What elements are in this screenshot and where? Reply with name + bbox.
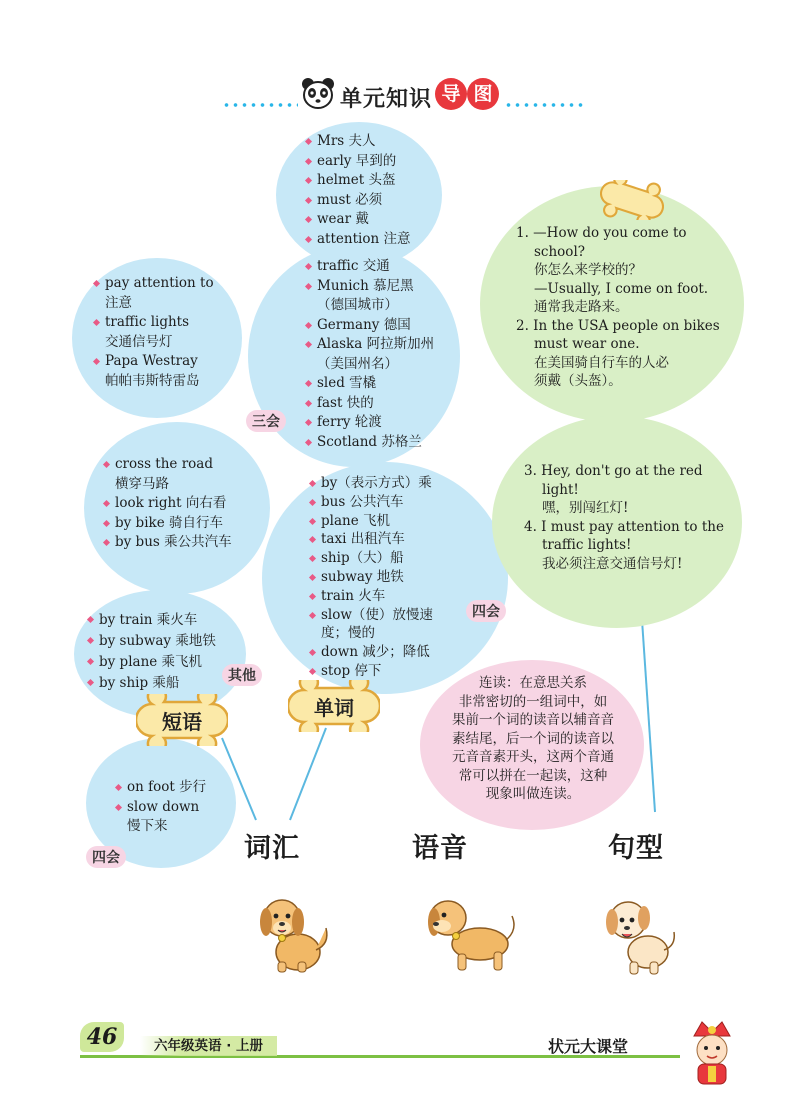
title-badge-dao: 导: [435, 78, 467, 110]
list-item: train 火车: [310, 587, 433, 606]
list-item: （美国州名）: [317, 355, 398, 372]
list-item: attention 注意: [306, 230, 410, 250]
sentence-line: 你怎么来学校的？: [534, 262, 642, 278]
sentence-line: 2. In the USA people on bikes: [516, 317, 720, 334]
list-item: 交通信号灯: [105, 333, 173, 350]
sentence-line: school?: [534, 243, 585, 260]
tag-sanhui: 三会: [246, 410, 286, 432]
dog-icon-middle: [422, 890, 522, 974]
category-vocab: 词汇: [244, 833, 300, 864]
mascot-icon: [684, 1018, 740, 1088]
list-item: ship（大）船: [310, 549, 433, 568]
list-item: plane 飞机: [310, 512, 433, 531]
sentence-line: 通常我走路来。: [534, 299, 629, 315]
vocab-other-list: [88, 610, 216, 694]
sentence-line: traffic lights!: [542, 537, 632, 553]
list-item: 慢下来: [127, 818, 168, 834]
list-item: bus 公共汽车: [310, 493, 433, 512]
list-item: Mrs 夫人: [306, 132, 410, 152]
sentence-line: must wear one.: [534, 336, 640, 352]
list-item: helmet 头盔: [306, 171, 410, 191]
list-item: on foot 步行: [116, 778, 206, 798]
list-item: sled 雪橇: [306, 374, 434, 394]
tag-phrase-sihui: 四会: [86, 846, 126, 868]
phonics-line: 素结尾，后一个词的读音以: [452, 730, 614, 747]
list-item: by（表示方式）乘: [310, 474, 433, 493]
phonics-line: 连读：在意思关系: [479, 675, 587, 691]
sentence-line: 4. I must pay attention to the: [524, 518, 724, 535]
list-item: by plane 乘飞机: [88, 652, 216, 673]
list-item: down 减少；降低: [310, 643, 433, 662]
sentence-line: 3. Hey, don't go at the red: [524, 463, 703, 479]
list-item: traffic lights: [94, 313, 214, 333]
page-number: 46: [80, 1022, 124, 1052]
phonics-line: 非常密切的一组词中，如: [458, 693, 608, 710]
title-badge-tu: 图: [467, 78, 499, 110]
sentence-group-2: [524, 462, 724, 573]
tag-sihui: 四会: [466, 600, 506, 622]
list-item: cross the road: [104, 455, 232, 475]
vocab-top-list: [306, 132, 410, 249]
tag-other: 其他: [222, 664, 262, 686]
list-item: 横穿马路: [115, 475, 169, 492]
vocab-left-mid-list: [104, 455, 232, 553]
list-item: 度；慢的: [321, 625, 375, 642]
dog-icon-right: [600, 892, 682, 976]
book-title: 六年级英语 · 上册: [140, 1036, 277, 1056]
vocab-phrase-list: [116, 778, 206, 837]
list-item: by subway 乘地铁: [88, 631, 216, 652]
list-item: slow down: [116, 798, 206, 818]
list-item: 帕帕韦斯特雷岛: [105, 372, 200, 389]
phonics-line: 果前一个词的读音以辅音音: [452, 712, 614, 728]
phonics-line: 常可以拼在一起读，这种: [458, 767, 608, 784]
sentence-line: —Usually, I come on foot.: [534, 280, 709, 297]
sentence-line: 1. —How do you come to: [516, 225, 687, 241]
list-item: fast 快的: [306, 394, 434, 414]
list-item: by bike 骑自行车: [104, 514, 232, 534]
dog-icon-left: [254, 888, 334, 976]
sentence-line: 我必须注意交通信号灯!: [542, 555, 683, 572]
bone-label-phrase: 短语: [162, 710, 202, 734]
list-item: stop 停下: [310, 662, 433, 681]
list-item: Germany 德国: [306, 316, 434, 336]
vocab-left-top-list: [94, 274, 214, 391]
list-item: must 必须: [306, 191, 410, 211]
sentence-line: 嘿，别闯红灯!: [542, 500, 629, 516]
list-item: by train 乘火车: [88, 610, 216, 631]
bone-label-word: 单词: [314, 696, 354, 720]
vocab-sihui-list: [310, 474, 433, 681]
list-item: slow（使）放慢速: [310, 606, 433, 625]
phonics-line: 现象叫做连读。: [485, 786, 581, 802]
list-item: taxi 出租汽车: [310, 530, 433, 549]
list-item: pay attention to: [94, 274, 214, 294]
list-item: subway 地铁: [310, 568, 433, 587]
list-item: look right 向右看: [104, 494, 232, 514]
list-item: （德国城市）: [317, 297, 398, 313]
list-item: Alaska 阿拉斯加州: [306, 335, 434, 355]
list-item: traffic 交通: [306, 257, 434, 277]
sentence-group-1: [516, 224, 720, 391]
category-phonics: 语音: [412, 833, 468, 864]
sentence-line: light!: [542, 481, 579, 498]
list-item: by ship 乘船: [88, 673, 216, 694]
vocab-sanhui-list: [306, 257, 434, 452]
bone-icon-sentence: [600, 180, 664, 220]
category-sentence: 句型: [608, 833, 664, 864]
phonics-line: 元音音素开头，这两个音通: [452, 749, 614, 765]
page-title: 单元知识: [340, 87, 433, 112]
list-item: Munich 慕尼黑: [306, 277, 434, 297]
brand-name: 状元大课堂: [548, 1037, 629, 1056]
sentence-line: 在美国骑自行车的人必: [534, 354, 669, 371]
list-item: wear 戴: [306, 210, 410, 230]
sentence-line: 须戴（头盔）。: [534, 373, 622, 389]
list-item: early 早到的: [306, 152, 410, 172]
phonics-text: [430, 674, 636, 804]
list-item: Scotland 苏格兰: [306, 433, 434, 453]
list-item: Papa Westray: [94, 352, 214, 372]
list-item: ferry 轮渡: [306, 413, 434, 433]
list-item: 注意: [105, 294, 132, 311]
list-item: by bus 乘公共汽车: [104, 533, 232, 553]
